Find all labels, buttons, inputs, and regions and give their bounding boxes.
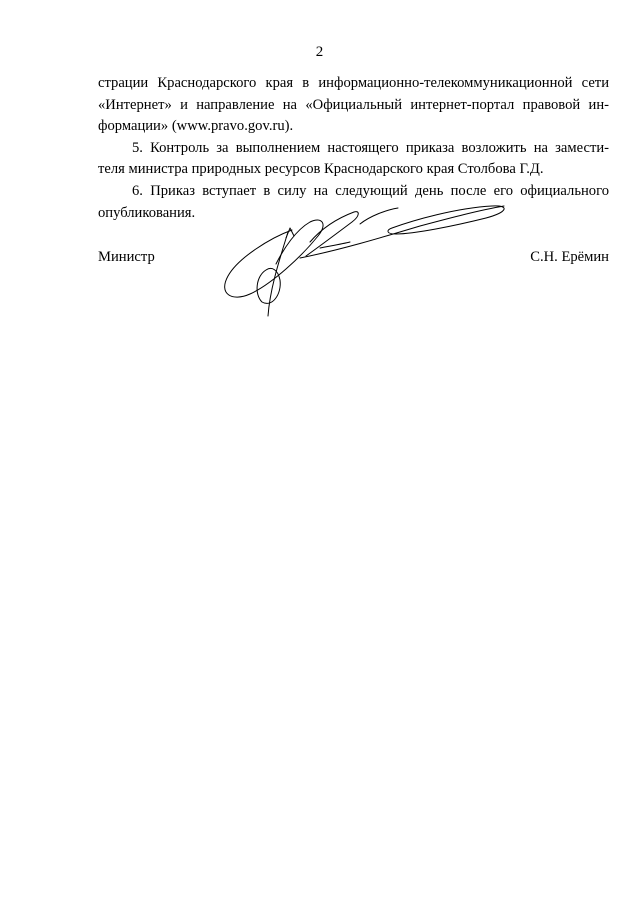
signatory-title: Министр — [98, 249, 155, 265]
paragraph-5 — [98, 138, 609, 181]
handwritten-signature — [210, 198, 510, 320]
text-line: формации» (www.pravo.gov.ru). — [98, 118, 294, 135]
paragraph-4-continuation — [98, 73, 609, 138]
text-line: опубликования. — [98, 204, 196, 221]
text-line: теля министра природных ресурсов Краснодарского края Столбова Г.Д. — [98, 161, 544, 178]
text-line: страции Краснодарского края в информационно-телекоммуникационной сети — [98, 75, 609, 91]
text-line: 6. Приказ вступает в силу на следующий день после его официального — [132, 182, 609, 199]
text-line: «Интернет» и направление на «Официальный интернет-портал правовой ин- — [98, 96, 609, 113]
page-number: 2 — [315, 44, 324, 60]
signatory-name: С.Н. Ерёмин — [530, 249, 609, 265]
text-line: 5. Контроль за выполнением настоящего приказа возложить на замести- — [132, 139, 609, 156]
